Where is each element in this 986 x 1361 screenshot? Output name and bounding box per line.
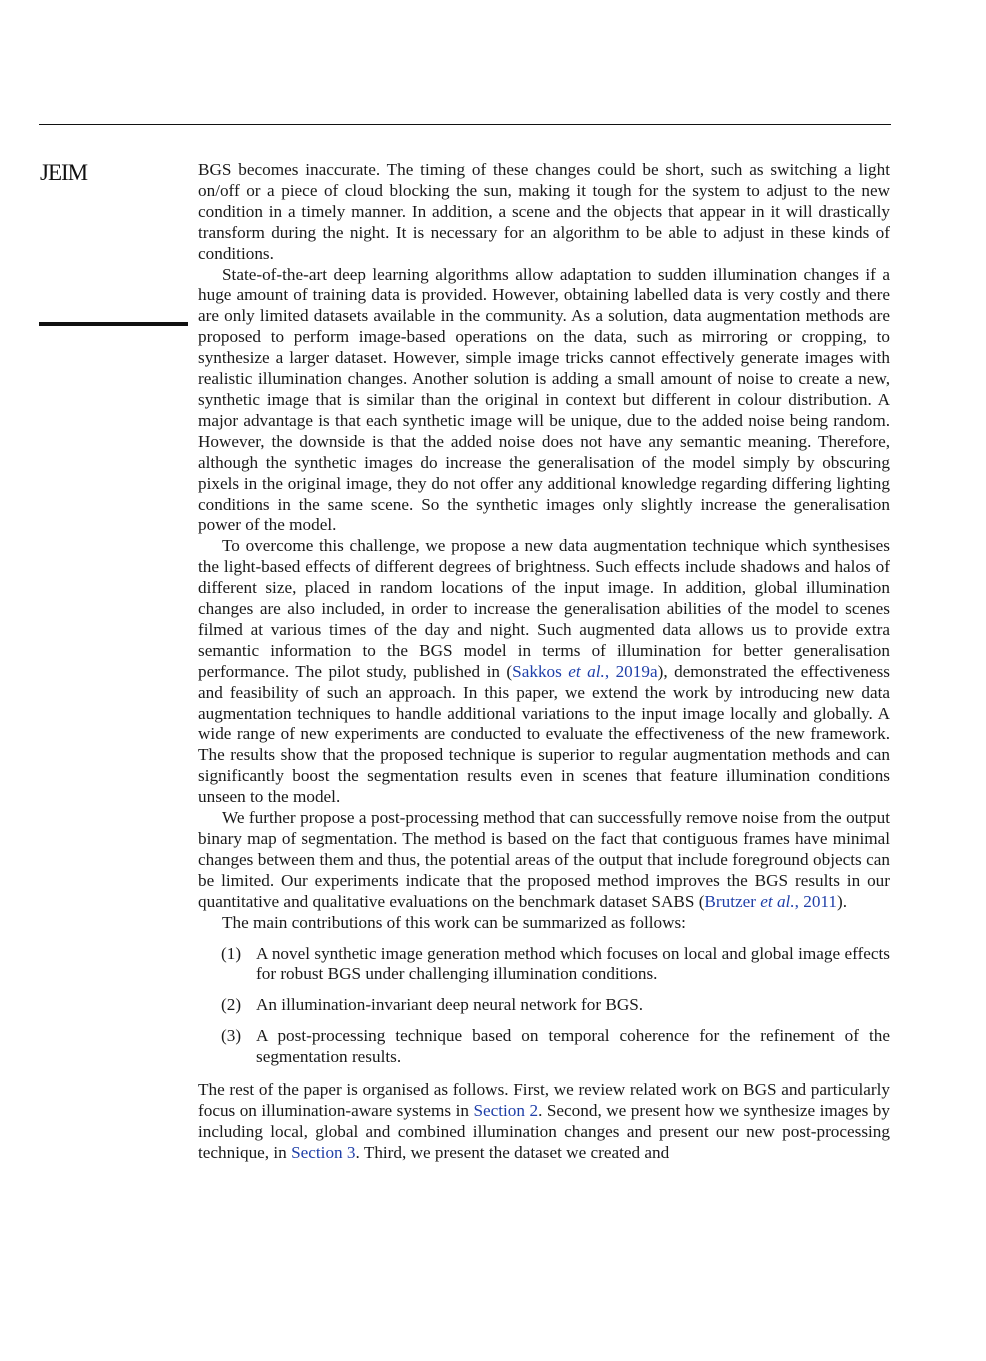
paragraph-6-text-c: . Third, we present the dataset we created and (355, 1142, 670, 1162)
citation-author: Sakkos (512, 661, 569, 681)
citation-year: , 2011 (794, 891, 837, 911)
paragraph-1: BGS becomes inaccurate. The timing of these changes could be short, such as switching a light on/off or a piece of cloud blocking the sun, making it tough for the system to adjust to the new condition in a timely manner. In addition, a scene and the objects that appear in it will drastically transform during the night. It is necessary for an algorithm to be able to adjust in these kinds of conditions. (198, 160, 890, 263)
paragraph-2: State-of-the-art deep learning algorithms allow adaptation to sudden illumination changes if a huge amount of training data is provided. However, obtaining labelled data is very costly and there are only limited datasets available in the community. As a solution, data augmentation methods are proposed to perform image-based operations on the data, such as mirroring or cropping, to synthesize a larger dataset. However, simple image tricks cannot effectively generate images with realistic illumination changes. Another solution is adding a small amount of noise to create a new, synthetic image that is similar than the original in context but different in colour distribution. A major advantage is that each synthetic image will be unique, due to the added noise being random. However, the downside is that the added noise does not have any semantic meaning. Therefore, although the synthetic images do increase the generalisation of the model simply by obscuring pixels in the original image, they do not offer any additional knowledge regarding differing lighting conditions in the same scene. So the synthetic images only slightly increase the generalisation power of the model. (198, 264, 890, 535)
list-item (198, 995, 890, 1016)
paragraph-6-text-a: The rest of the paper is organised as follows. First, we review related work on BGS and particularly focus on illumination-aware systems in (198, 1080, 890, 1120)
section-3-link[interactable]: Section 3 (291, 1142, 356, 1162)
paragraph-3 (198, 536, 890, 808)
journal-name: JEIM (40, 160, 88, 185)
list-item-text: A novel synthetic image generation method which focuses on local and global image effects for robust BGS under challenging illumination conditions. (256, 943, 890, 984)
list-item-text: A post-processing technique based on temporal coherence for the refinement of the segmentation results. (256, 1026, 890, 1067)
citation-author: Brutzer (704, 891, 761, 911)
paragraph-4-text-b: ). (836, 891, 848, 911)
header-rule (39, 124, 891, 125)
list-item-text: An illumination-invariant deep neural network for BGS. (256, 995, 644, 1015)
paragraph-4-text-a: We further propose a post-processing method that can successfully remove noise from the output binary map of segmentation. The method is based on the fact that contiguous frames have minimal changes between them and thus, the potential areas of the output that include foreground objects can be limited. Our experiments indicate that the proposed method improves the BGS results in our quantitative and qualitative evaluations on the benchmark dataset SABS ( (198, 808, 890, 911)
paragraph-3-text-a: To overcome this challenge, we propose a new data augmentation technique which synthesises the light-based effects of different degrees of brightness. Such effects include shadows and halos of different size, placed in random locations of the input image. In addition, global illumination changes are also included, in order to increase the generalisation abilities of the model to scenes filmed at various times of the day and night. Such augmented data allows us to provide extra semantic information to the BGS model in terms of illumination for better generalisation performance. The pilot study, published in ( (198, 536, 890, 681)
citation-brutzer-link[interactable] (704, 892, 837, 911)
contributions-list (198, 944, 890, 1069)
citation-year: , 2019a (604, 661, 658, 681)
margin-rule (39, 322, 188, 326)
paragraph-3-text-b: ), demonstrated the effectiveness and feasibility of such an approach. In this paper, we extend the work by introducing new data augmentation techniques to handle additional variations to the input image locally and globally. A wide range of new experiments are conducted to evaluate the effectiveness of the new framework. The results show that the proposed technique is superior to regular augmentation methods and can significantly boost the segmentation results even in scenes that feature illumination conditions unseen to the model. (198, 661, 890, 807)
paragraph-6-text-b: . Second, we present how we synthesize images by including local, global and combined illumination changes and present our new post-processing technique, in (198, 1100, 890, 1162)
list-number: (2) (221, 995, 242, 1015)
list-number: (1) (221, 943, 242, 963)
list-item (198, 944, 890, 986)
section-2-link[interactable]: Section 2 (473, 1100, 539, 1120)
body-text (198, 160, 890, 1164)
citation-sakkos-link[interactable] (512, 662, 657, 681)
paragraph-4 (198, 808, 890, 913)
citation-etal: et al. (760, 891, 795, 911)
list-item (198, 1026, 890, 1068)
paragraph-5: The main contributions of this work can be summarized as follows: (222, 912, 686, 932)
citation-etal: et al. (568, 661, 605, 681)
paragraph-6 (198, 1080, 890, 1164)
list-number: (3) (221, 1026, 242, 1046)
